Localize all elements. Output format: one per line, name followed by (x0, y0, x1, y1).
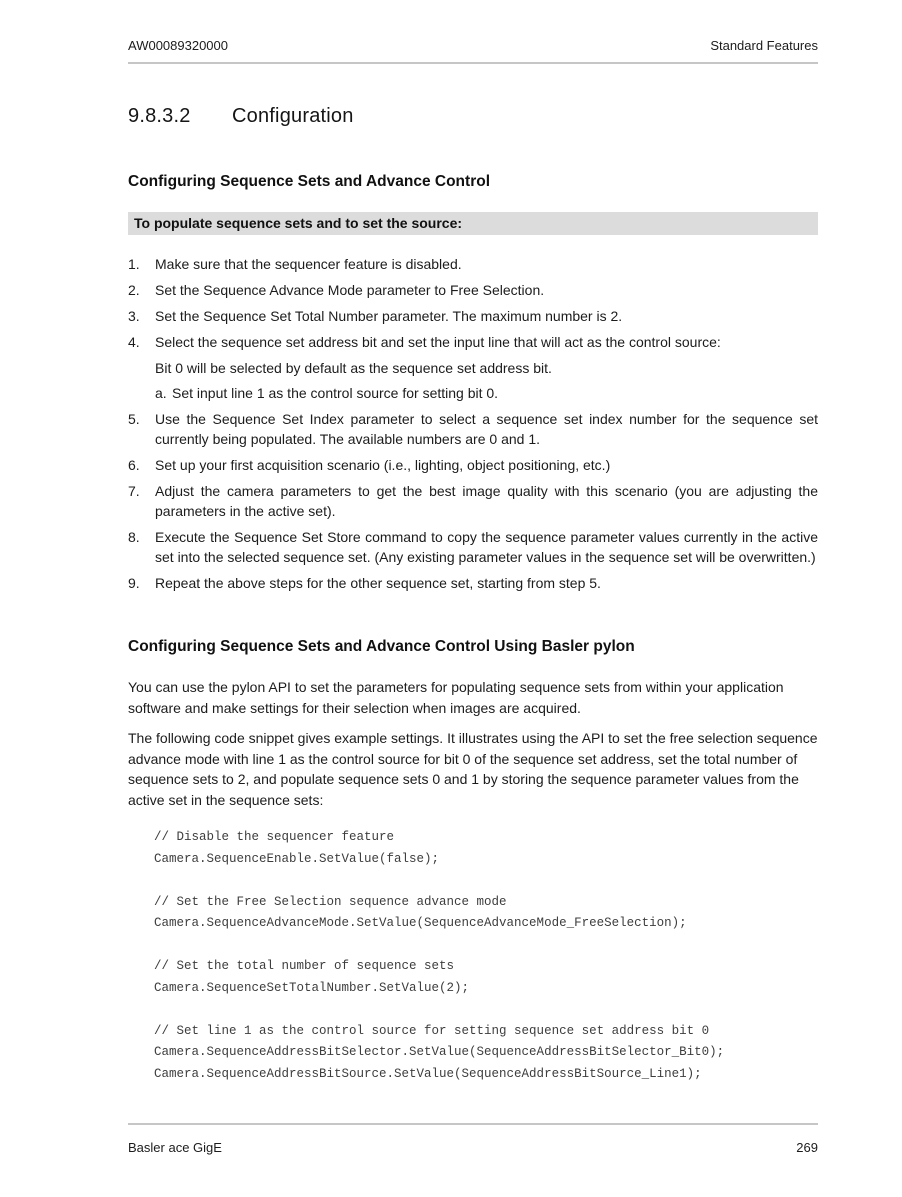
step-number: 8. (128, 529, 140, 545)
procedure-steps (128, 254, 818, 593)
list-item (128, 409, 818, 449)
code-line: // Set line 1 as the control source for setting sequence set address bit 0 (154, 1023, 710, 1038)
list-item (128, 280, 818, 300)
code-line (154, 935, 818, 957)
subsection-heading-2: Configuring Sequence Sets and Advance Control Using Basler pylon (128, 638, 635, 655)
list-item (128, 306, 818, 326)
step-number: 9. (128, 575, 140, 591)
code-line (154, 870, 818, 892)
step-note: Bit 0 will be selected by default as the sequence set address bit. (155, 360, 552, 376)
code-line: Camera.SequenceAddressBitSource.SetValue(SequenceAddressBitSource_Line1); (154, 1066, 702, 1081)
step-text: Execute the Sequence Set Store command to copy the sequence parameter values currently in the active set into the selected sequence set. (Any existing parameter values in the sequence set will be overwritten.) (155, 529, 818, 565)
product-name: Basler ace GigE (128, 1140, 222, 1155)
page-number: 269 (796, 1140, 818, 1155)
substep-marker: a. (155, 385, 167, 401)
section-name: Configuration (232, 105, 354, 127)
list-item (128, 481, 818, 521)
code-line: // Set the Free Selection sequence advance mode (154, 894, 507, 909)
paragraph: The following code snippet gives example settings. It illustrates using the API to set the free selection sequence advance mode with line 1 as the control source for bit 0 of the sequence set address, set the total number of sequence sets to 2, and populate sequence sets 0 and 1 by storing the sequence parameter values from the active set in the sequence sets: (128, 730, 818, 808)
step-number: 6. (128, 457, 140, 473)
list-item (128, 254, 818, 274)
step-text: Make sure that the sequencer feature is disabled. (155, 256, 462, 272)
step-number: 2. (128, 282, 140, 298)
step-text: Use the Sequence Set Index parameter to select a sequence set index number for the sequence set currently being populated. The available numbers are 0 and 1. (155, 411, 818, 447)
step-text: Set the Sequence Advance Mode parameter to Free Selection. (155, 282, 545, 298)
section-number: 9.8.3.2 (128, 105, 191, 127)
step-number: 4. (128, 334, 140, 350)
code-line: Camera.SequenceEnable.SetValue(false); (154, 851, 440, 866)
step-number: 7. (128, 483, 140, 499)
subsection-heading-1: Configuring Sequence Sets and Advance Control (128, 173, 490, 190)
chapter-title: Standard Features (710, 38, 818, 53)
substep-text: Set input line 1 as the control source for setting bit 0. (172, 385, 499, 401)
list-item (128, 332, 818, 352)
list-item (128, 527, 818, 567)
procedure-label: To populate sequence sets and to set the source: (128, 212, 818, 235)
code-line: Camera.SequenceAdvanceMode.SetValue(SequenceAdvanceMode_FreeSelection); (154, 916, 687, 930)
page-header (128, 0, 818, 64)
step-text: Select the sequence set address bit and set the input line that will act as the control source: (155, 334, 721, 350)
step-number: 3. (128, 308, 140, 324)
code-line: // Disable the sequencer feature (154, 830, 395, 844)
code-line (154, 999, 818, 1021)
step-text: Adjust the camera parameters to get the best image quality with this scenario (you are adjusting the parameters in the active set). (155, 483, 818, 519)
step-text: Repeat the above steps for the other sequence set, starting from step 5. (155, 575, 601, 591)
document-id: AW00089320000 (128, 38, 228, 53)
sub-list-item (155, 383, 818, 403)
step-text: Set the Sequence Set Total Number parameter. The maximum number is 2. (155, 308, 623, 324)
code-line: Camera.SequenceSetTotalNumber.SetValue(2); (154, 980, 470, 995)
step-number: 5. (128, 411, 140, 427)
code-line: Camera.SequenceAddressBitSelector.SetValue(SequenceAddressBitSelector_Bit0); (154, 1045, 725, 1059)
step-text: Set up your first acquisition scenario (i.e., lighting, object positioning, etc.) (155, 457, 611, 473)
list-item (128, 573, 818, 593)
page-footer (128, 1123, 818, 1155)
list-item (128, 455, 818, 475)
paragraph: You can use the pylon API to set the parameters for populating sequence sets from within your application software and make settings for their selection when images are acquired. (128, 679, 784, 716)
section-title (128, 105, 818, 128)
code-snippet (154, 827, 818, 1085)
step-number: 1. (128, 256, 140, 272)
code-line: // Set the total number of sequence sets (154, 959, 455, 973)
